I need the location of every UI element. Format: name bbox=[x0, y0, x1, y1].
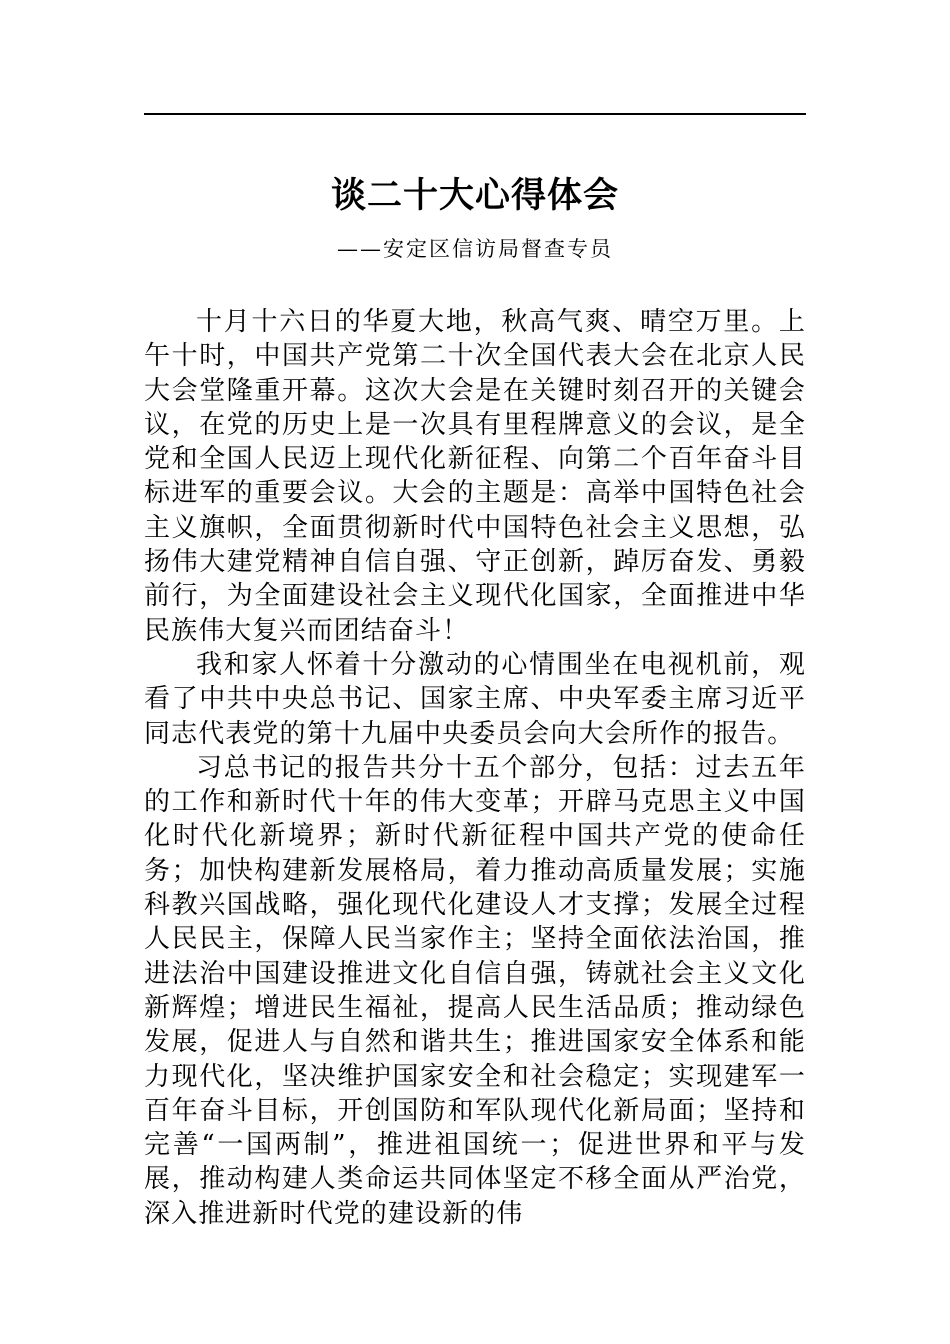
document-body bbox=[144, 305, 806, 1231]
paragraph: 十月十六日的华夏大地，秋高气爽、晴空万里。上午十时，中国共产党第二十次全国代表大会在北京人民大会堂隆重开幕。这次大会是在关键时刻召开的关键会议，在党的历史上是一次具有里程牌意义的会议，是全党和全国人民迈上现代化新征程、向第二个百年奋斗目标进军的重要会议。大会的主题是：高举中国特色社会主义旗帜，全面贯彻新时代中国特色社会主义思想，弘扬伟大建党精神自信自强、守正创新，踔厉奋发、勇毅前行，为全面建设社会主义现代化国家，全面推进中华民族伟大复兴而团结奋斗！ bbox=[144, 307, 806, 646]
paragraph: 我和家人怀着十分激动的心情围坐在电视机前，观看了中共中央总书记、国家主席、中央军委主席习近平同志代表党的第十九届中央委员会向大会所作的报告。 bbox=[144, 649, 806, 749]
document-title: 谈二十大心得体会 bbox=[330, 175, 619, 216]
paragraph: 习总书记的报告共分十五个部分，包括：过去五年的工作和新时代十年的伟大变革；开辟马克思主义中国化时代化新境界；新时代新征程中国共产党的使命任务；加快构建新发展格局，着力推动高质量发展；实施科教兴国战略，强化现代化建设人才支撑；发展全过程人民民主，保障人民当家作主；坚持全面依法治国，推进法治中国建设推进文化自信自强，铸就社会主义文化新辉煌；增进民生福祉，提高人民生活品质；推动绿色发展，促进人与自然和谐共生；推进国家安全体系和能力现代化，坚决维护国家安全和社会稳定；实现建军一百年奋斗目标，开创国防和军队现代化新局面；坚持和完善“一国两制”，推进祖国统一；促进世界和平与发展，推动构建人类命运共同体坚定不移全面从严治党，深入推进新时代党的建设新的伟 bbox=[144, 752, 806, 1229]
header-rule bbox=[144, 113, 806, 115]
document-subtitle: ——安定区信访局督查专员 bbox=[337, 237, 613, 261]
